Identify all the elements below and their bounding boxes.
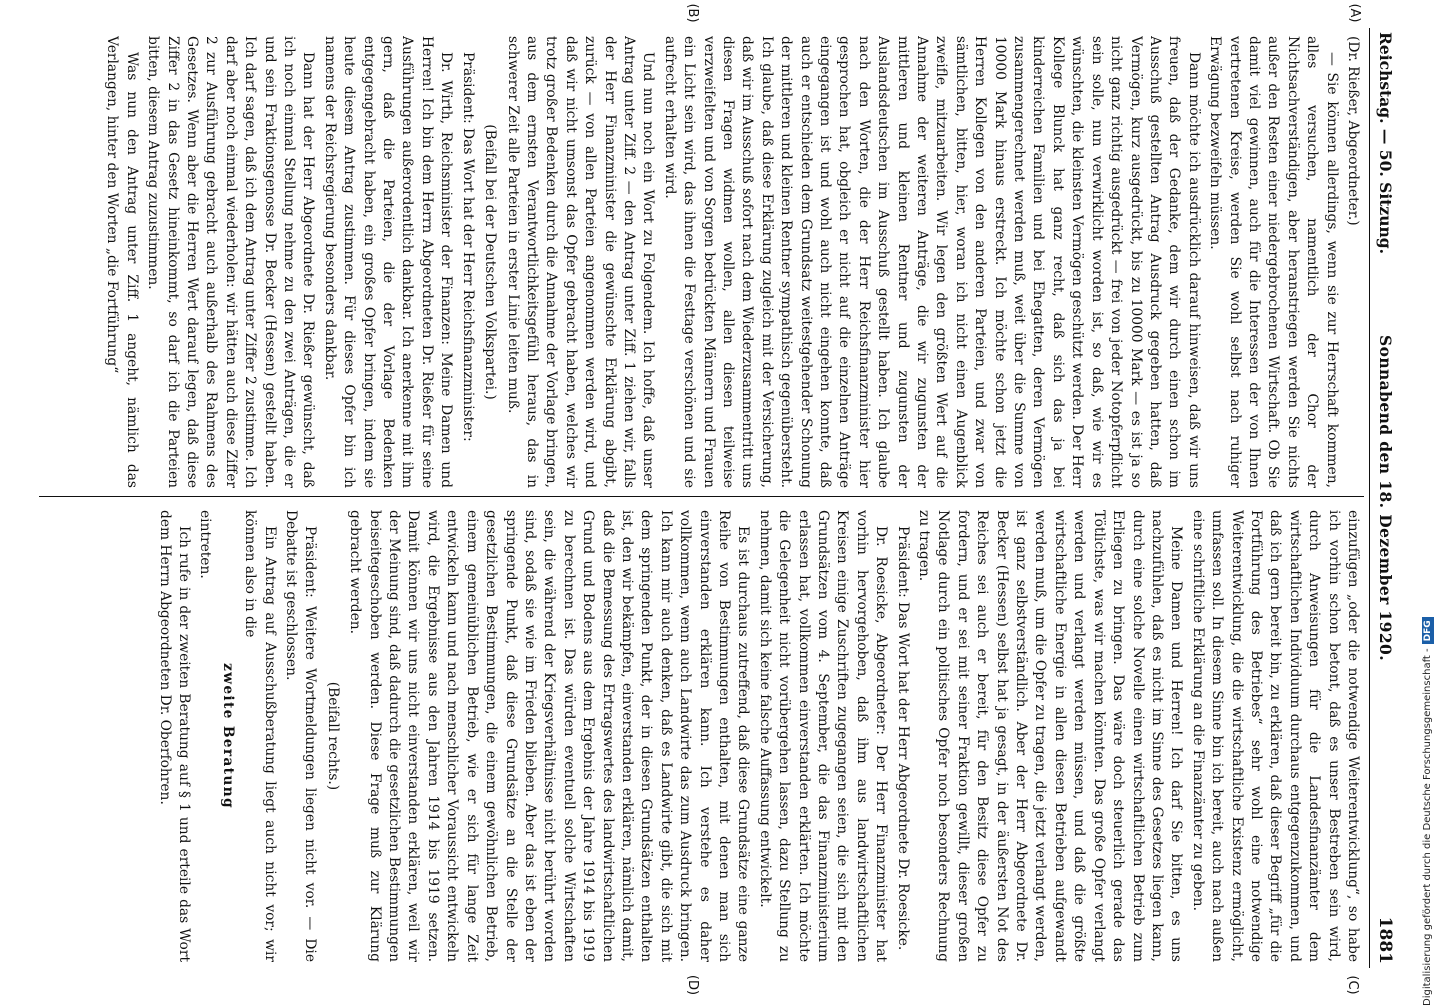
paragraph: einzufügen „oder die notwendige Weiterentwicklung“, so habe ich vorhin schon betont, daß es unser Bestreben sein wird, durch Anweisungen für die Landesfinanzämter dem wirtschaftlichen Individuum durchaus entgegenzukommen, und daß ich gern bereit bin, zu erklären, daß dieser Begriff „für die Fortführung des Betriebes“ sehr wohl eine notwendige Weiterentwicklung, die die wirtschaftliche Existenz ermöglicht, umfassen soll. In diesem Sinne bin ich bereit, auch nach außen eine schriftliche Erklärung an die Finanzämter zu geben.	[1189, 510, 1361, 962]
paragraph: eintreten.	[197, 510, 214, 579]
president-paragraph: Präsident: Das Wort hat der Herr Abgeordnete Dr. Roesicke.	[894, 526, 911, 951]
applause-note: (Beifall bei der Deutschen Volkspartei.)	[482, 124, 499, 400]
president-paragraph: Präsident: Weitere Wortmeldungen liegen nicht vor. — Die Debatte ist geschlossen.	[283, 510, 319, 962]
paragraph: Dr. Wirth, Reichsminister der Finanzen: Meine Damen und Herren! Ich bin dem Herrn Abgeordneten Dr. Rießer für seine Ausführungen außerordentlich dankbar. Ich anerkenne mit ihm gern, daß die Parteien, die der Vorlage Bedenken entgegengebracht haben, ein großes Opfer bringen, indem sie heute diesem Antrag zustimmen. Für dieses Opfer bin ich namens der Reichsregierung besonders dankbar.	[321, 36, 455, 488]
paragraph: Und nun noch ein Wort zu Folgendem. Ich hoffe, daß unser Antrag unter Ziff. 2 — den Antrag unter Ziff. 1 ziehen wir, falls der Herr Finanzminister die gewünschte Erklärung abgibt, zurück — von allen Parteien angenommen werden wird, und daß wir nicht umsonst das Opfer gebracht haben, welches wir trotz großer Bedenken durch die Annahme der Vorlage bringen, aus dem ernsten Verantwortlichkeitsgefühl heraus, das in schwerer Zeit alle Parteien in erster Linie leiten muß.	[504, 36, 657, 488]
document-page	[30, 3, 1400, 996]
president-paragraph: Präsident: Das Wort hat der Herr Reichsfinanzminister:	[459, 52, 476, 442]
margin-mark-c: (C)	[1345, 975, 1360, 995]
credit-text: Digitalisierung gefördert durch die Deutsche Forschungsgemeinschaft -	[1422, 648, 1433, 1006]
paragraph: Es ist durchaus zutreffend, daß diese Grundsätze eine ganze Reihe von Bestimmungen enthalten, mit denen man sich einverstanden erklären kann. Ich verstehe es daher vollkommen, wenn auch Landwirte das zum Ausdruck bringen. Ich kann mir auch denken, daß es Landwirte gibt, die sich mit dem springenden Punkt, der in diesen Grundsätzen enthalten ist, den wir bekämpfen, einverstanden erklären, nämlich damit, daß die Bemessung des Ertragswertes des landwirtschaftlichen Grund und Bodens aus dem Ergebnis der Jahre 1914 bis 1919 zu berechnen ist. Das würden eventuell solche Wirtschaften sein, die während der Kriegsverhältnisse nicht berührt worden sind, sodaß sie wie im Frieden blieben. Aber das ist eben der springende Punkt, daß diese Grundsätze an die Stelle der gesetzlichen Bestimmungen, die einem gewöhnlichen Betrieb, einem gemeinüblichen Betrieb, wie er sich für lange Zeit entwickeln kann und nach menschlicher Voraussicht entwickeln wird, die Ergebnisse aus den Jahren 1914 bis 1919 setzen. Damit können wir uns nicht einverstanden erklären, weil wir der Meinung sind, daß dadurch die gesetzlichen Bestimmungen beiseitegeschoben werden. Diese Frage muß zur Klärung gebracht werden.	[347, 510, 752, 962]
header-left: Reichstag. — 50. Sitzung.	[1376, 32, 1395, 254]
left-column	[32, 36, 1362, 488]
margin-mark-a: (A)	[1347, 3, 1362, 23]
column-divider	[39, 496, 1364, 497]
section-heading: zweite Beratung	[219, 663, 236, 809]
paragraph: Meine Damen und Herren! Ich darf Sie bitten, es uns nachzufühlen, daß es nicht im Sinne des Gesetzes liegen kann, durch eine solche Novelle einen wirtschaftlichen Betrieb zum Erliegen zu bringen. Das wäre doch steuerlich gerade das Tötlichste, was wir machen könnten. Das große Opfer verlangt werden und verlangt werden müssen, und daß die größte wirtschaftliche Energie in allen diesen Betrieben aufgewandt werden muß, um die Opfer zu tragen, die jetzt verlangt werden, ist ganz selbstverständlich. Aber der Herr Abgeordnete Dr. Becker (Hessen) selbst hat ja gesagt, in der äußersten Not des Reiches sei auch er bereit, für den Besitz diese Opfer zu fordern, und er sei mit seiner Fraktion gewillt, dieser großen Notlage durch ein politisches Opfer noch besonders Rechnung zu tragen.	[916, 510, 1185, 962]
page-number: 1881	[1375, 916, 1395, 964]
paragraph: Dr. Roesicke, Abgeordneter: Der Herr Finanzminister hat vorhin hervorgehoben, daß ihm aus landwirtschaftlichen Kreisen einige Zuschriften zugegangen seien, die sich mit den Grundsätzen vom 4. September, die das Finanzministerium erlassen hat, vollkommen einverstanden erklärten. Ich möchte die Gelegenheit nicht vorübergehen lassen, dazu Stellung zu nehmen, damit sich keine falsche Auffassung entwickelt.	[756, 510, 890, 962]
header-date: Sonnabend den 18. Dezember 1920.	[1376, 334, 1395, 661]
paragraph: Ich rufe in der zweiten Beratung auf § 1 und erteile das Wort dem Herrn Abgeordneten Dr. Oberfohren.	[156, 510, 193, 962]
paragraph: Was nun den Antrag unter Ziff. 1 angeht, nämlich das Verlangen, hinter den Worten „die Fortführung“	[104, 36, 140, 488]
speaker-note: (Dr. Rießer, Abgeordneter.)	[1345, 36, 1361, 226]
margin-mark-d: (D)	[685, 974, 700, 996]
right-column	[32, 510, 1362, 962]
paragraph: Dann möchte ich ausdrücklich darauf hinweisen, daß wir uns freuen, daß der Gedanke, dem wir durch einen schon im Ausschuß gestellten Antrag Ausdruck gegeben hatten, daß Vermögen, kurz ausgedrückt, bis zu 10000 Mark — es ist ja so nicht ganz richtig ausgedrückt — frei von jeder Notopferpflicht sein solle, nun verwirklicht worden ist, so daß, wie wir es wünschten, die kleinsten Vermögen geschützt werden. Der Herr Kollege Blunck hat ganz recht, daß sich das ja bei kinderreichen Familien und bei Ehegatten, deren Vermögen zusammengerechnet werden muß, weit über die Summe von 10000 Mark hinaus erstreckt. Ich möchte schon jetzt die Herren Kollegen von den anderen Parteien, und zwar von sämtlichen, bitten, hier, woran ich nicht einen Augenblick zweifle, mitzuarbeiten. Wir legen den größten Wert auf die Annahme der weiteren Anträge, die wir zugunsten der mittleren und kleinen Rentner und zugunsten der Auslandsdeutschen im Ausschuß gestellt haben. Ich glaube nach den Worten, die der Herr Reichsfinanzminister hier gesprochen hat, obgleich er nicht auf die einzelnen Anträge eingegangen ist und wohl auch nicht eingehen konnte, daß auch er entschieden dem Grundsatz weitestgehender Schonung der mittleren und kleinen Rentner sympathisch gegenübersteht. Ich glaube, daß diese Erklärung zugleich mit der Versicherung, daß wir im Ausschuß sofort nach dem Wiederzusammentritt uns diesen Fragen widmen wollen, allen diesen teilweise verzweifelten und von Sorgen bedrückten Männern und Frauen ein Licht sein wird, das ihnen die Festtage verschönen und sie aufrecht erhalten wird.	[661, 36, 1202, 488]
paragraph: Ein Antrag auf Ausschußberatung liegt auch nicht vor; wir können also in die	[242, 510, 278, 962]
digitization-credit	[1422, 6, 1434, 1006]
margin-mark-b: (B)	[685, 3, 700, 23]
dfg-logo: DFG	[1422, 617, 1434, 644]
page-header	[1369, 28, 1400, 968]
paragraph: Dann hat der Herr Abgeordnete Dr. Rießer gewünscht, daß ich noch einmal Stellung nehme zu den zwei Anträgen, die er und sein Fraktionsgenosse Dr. Becker (Hessen) gestellt haben. Ich darf sagen, daß ich dem Antrag unter Ziffer 2 zustimme. Ich darf aber noch einmal wiederholen: wir hätten auch diese Ziffer 2 zur Ausführung gebracht auch außerhalb des Rahmens des Gesetzes. Wenn aber die Herren Wert darauf legen, daß diese Ziffer 2 in das Gesetz hineinkommt, so darf ich die Parteien bitten, diesem Antrag zuzustimmen.	[145, 36, 317, 488]
applause-note: (Beifall rechts.)	[324, 681, 341, 791]
paragraph: — Sie können allerdings, wenn sie zur Herrschaft kommen, alles versuchen, namentlich der Chor der Nichtsachverständigen, aber heranstriegen werden Sie nichts außer den Resten einer niedergebrochenen Wirtschaft. Ob Sie damit viel gewinnen, auch für die Interessen der von Ihnen vertretenen Kreise, werden Sie wohl selbst nach ruhiger Erwägung bezweifeln müssen.	[1207, 36, 1340, 488]
